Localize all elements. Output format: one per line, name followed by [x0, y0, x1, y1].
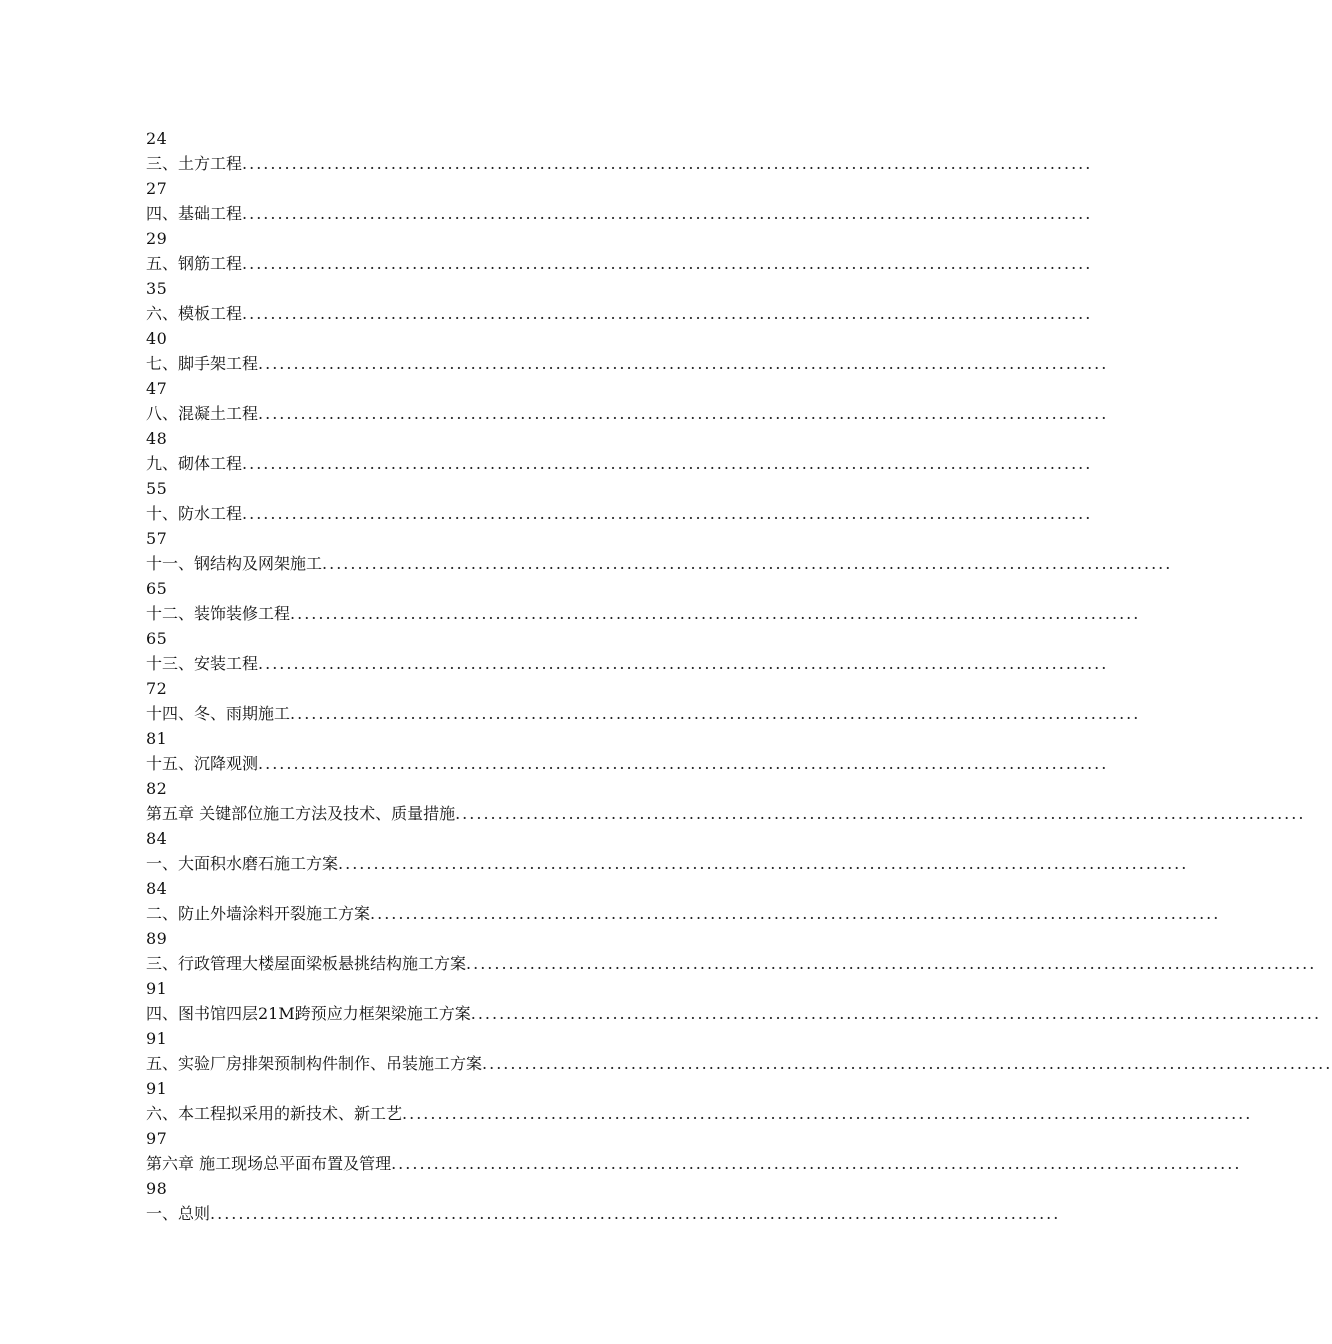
- toc-page-number: 24: [146, 129, 168, 148]
- toc-entry: [146, 251, 1093, 276]
- toc-title: 十、防水工程: [146, 504, 243, 523]
- toc-title: 三、土方工程: [146, 154, 243, 173]
- toc-title: 三、行政管理大楼屋面梁板悬挑结构施工方案: [146, 954, 467, 973]
- toc-leader: ........................................................................................................................: [322, 554, 1173, 573]
- toc-title: 十四、冬、雨期施工: [146, 704, 291, 723]
- toc-leader: ........................................................................................................................: [391, 1154, 1242, 1173]
- toc-title: 十二、装饰装修工程: [146, 604, 291, 623]
- toc-leader: ........................................................................................................................: [482, 1054, 1332, 1073]
- toc-entry: [146, 401, 1109, 426]
- toc-page-number: 89: [146, 929, 168, 948]
- toc-title: 六、模板工程: [146, 304, 243, 323]
- toc-entry: [146, 1201, 1061, 1226]
- toc-entry: [146, 201, 1093, 226]
- toc-title: 六、本工程拟采用的新技术、新工艺: [146, 1104, 403, 1123]
- toc-page-number: 84: [146, 879, 168, 898]
- toc-page-number: 81: [146, 729, 168, 748]
- toc-leader: ........................................................................................................................: [466, 954, 1317, 973]
- toc-page-number: 57: [146, 529, 168, 548]
- toc-leader: ........................................................................................................................: [402, 1104, 1253, 1123]
- toc-title: 十三、安装工程: [146, 654, 259, 673]
- toc-title: 二、防止外墙涂料开裂施工方案: [146, 904, 371, 923]
- toc-page-number: 55: [146, 479, 168, 498]
- toc-leader: ........................................................................................................................: [258, 754, 1109, 773]
- toc-leader: ........................................................................................................................: [242, 504, 1093, 523]
- toc-page-number: 91: [146, 979, 168, 998]
- toc-title: 五、实验厂房排架预制构件制作、吊装施工方案: [146, 1054, 483, 1073]
- toc-entry: [146, 151, 1093, 176]
- toc-page-number: 29: [146, 229, 168, 248]
- toc-leader: ........................................................................................................................: [470, 1004, 1322, 1023]
- toc-entry: [146, 1051, 1332, 1076]
- toc-leader: ........................................................................................................................: [258, 404, 1109, 423]
- toc-entry: [146, 551, 1173, 576]
- toc-page-number: 98: [146, 1179, 168, 1198]
- toc-entry: [146, 1101, 1253, 1126]
- toc-leader: ........................................................................................................................: [242, 204, 1093, 223]
- toc-page-number: 72: [146, 679, 168, 698]
- toc-entry: [146, 301, 1093, 326]
- toc-title: 九、砌体工程: [146, 454, 243, 473]
- toc-page-number: 97: [146, 1129, 168, 1148]
- toc-title: 一、总则: [146, 1204, 211, 1223]
- toc-title: 五、钢筋工程: [146, 254, 243, 273]
- toc-leader: ........................................................................................................................: [370, 904, 1221, 923]
- toc-leader: ........................................................................................................................: [242, 154, 1093, 173]
- toc-entry: [146, 501, 1093, 526]
- toc-page-number: 84: [146, 829, 168, 848]
- toc-leader: ........................................................................................................................: [258, 654, 1109, 673]
- toc-title: 第五章 关键部位施工方法及技术、质量措施: [146, 804, 456, 823]
- toc-leader: ........................................................................................................................: [338, 854, 1189, 873]
- toc-title: 第六章 施工现场总平面布置及管理: [146, 1154, 392, 1173]
- toc-leader: ........................................................................................................................: [455, 804, 1306, 823]
- toc-entry: [146, 1151, 1242, 1176]
- toc-entry: [146, 751, 1109, 776]
- toc-title: 十一、钢结构及网架施工: [146, 554, 323, 573]
- toc-page-number: 48: [146, 429, 168, 448]
- toc-page: [146, 126, 1332, 1226]
- toc-entry: [146, 851, 1189, 876]
- toc-page-number: 82: [146, 779, 168, 798]
- toc-page-number: 40: [146, 329, 168, 348]
- toc-leader: ........................................................................................................................: [210, 1204, 1061, 1223]
- toc-leader: ........................................................................................................................: [258, 354, 1109, 373]
- toc-page-number: 35: [146, 279, 168, 298]
- toc-leader: ........................................................................................................................: [242, 454, 1093, 473]
- toc-leader: ........................................................................................................................: [242, 304, 1093, 323]
- toc-entry: [146, 901, 1221, 926]
- toc-page-number: 65: [146, 629, 168, 648]
- toc-entry: [146, 651, 1109, 676]
- toc-entry: [146, 701, 1141, 726]
- toc-page-number: 47: [146, 379, 168, 398]
- toc-title: 八、混凝土工程: [146, 404, 259, 423]
- toc-title: 四、基础工程: [146, 204, 243, 223]
- toc-entry: [146, 1001, 1322, 1026]
- toc-page-number: 65: [146, 579, 168, 598]
- toc-entry: [146, 951, 1317, 976]
- toc-entry: [146, 801, 1306, 826]
- toc-entry: [146, 451, 1093, 476]
- toc-leader: ........................................................................................................................: [290, 604, 1141, 623]
- toc-entry: [146, 601, 1141, 626]
- toc-page-number: 91: [146, 1029, 168, 1048]
- toc-title: 一、大面积水磨石施工方案: [146, 854, 339, 873]
- toc-entry: [146, 351, 1109, 376]
- toc-leader: ........................................................................................................................: [290, 704, 1141, 723]
- toc-title: 七、脚手架工程: [146, 354, 259, 373]
- toc-title: 十五、沉降观测: [146, 754, 259, 773]
- toc-leader: ........................................................................................................................: [242, 254, 1093, 273]
- toc-page-number: 91: [146, 1079, 168, 1098]
- toc-page-number: 27: [146, 179, 168, 198]
- toc-title: 四、图书馆四层21M跨预应力框架梁施工方案: [146, 1004, 471, 1023]
